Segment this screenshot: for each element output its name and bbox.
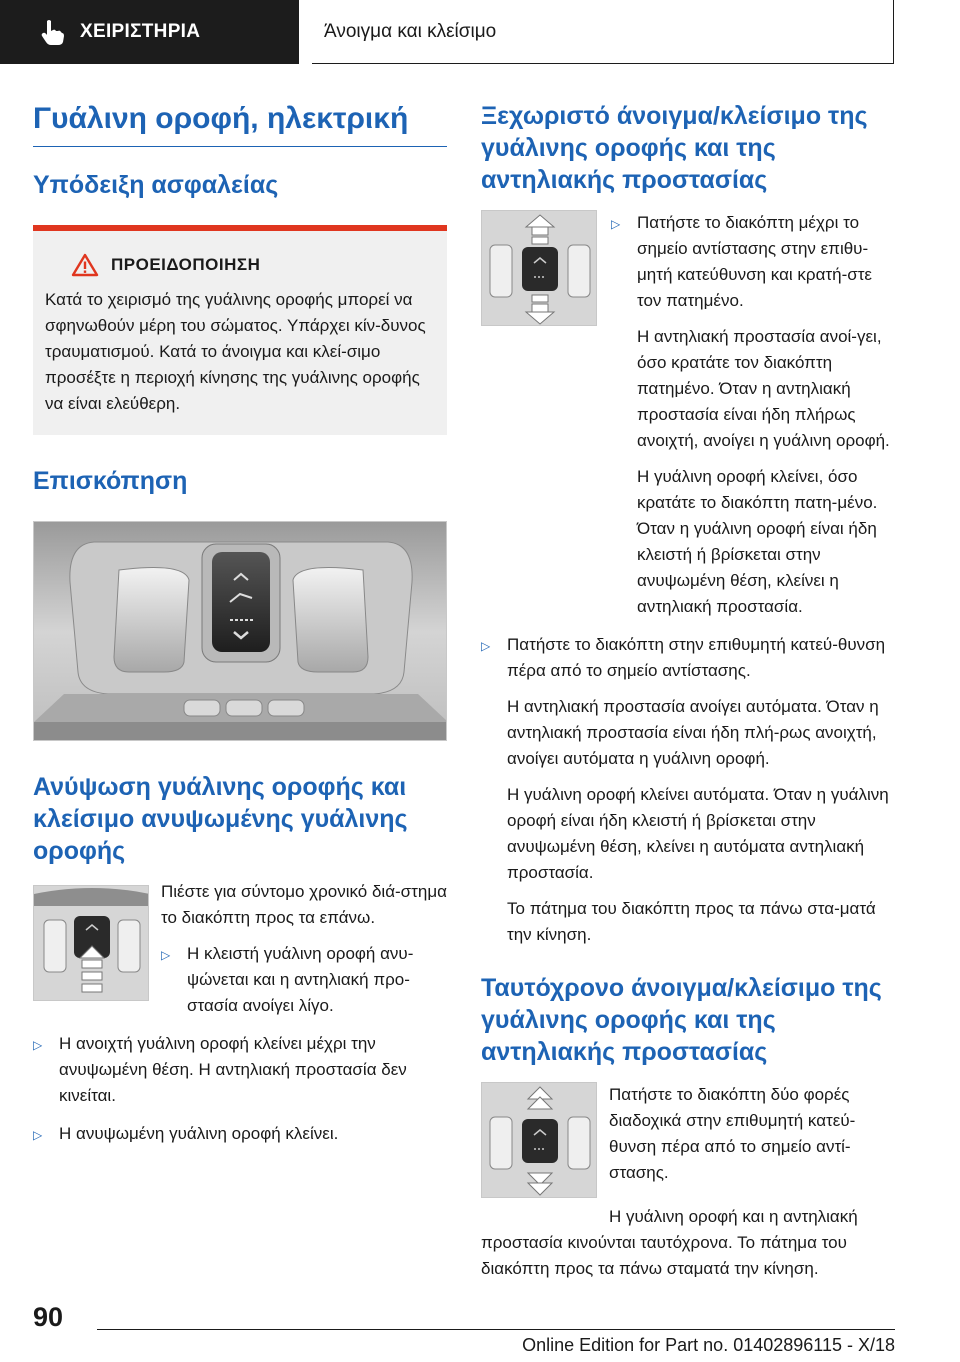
bullet-triangle-icon: ▷ — [481, 639, 491, 653]
overview-heading: Επισκόπηση — [33, 467, 188, 495]
sync-intro: Πατήστε το διακόπτη δύο φορές διαδοχικά στην επιθυμητή κατεύ‐θυνση πέρα από το σημείο αντί‐στασης. — [609, 1085, 856, 1182]
bullet-text: Πατήστε το διακόπτη μέχρι το σημείο αντίστασης στην επιθυ‐μητή κατεύθυνση και κρατή‐στε τον πατημένο. — [637, 213, 873, 310]
bullet-triangle-icon: ▷ — [33, 1128, 43, 1142]
hand-pointer-icon — [38, 17, 68, 47]
switch-up-illustration — [34, 886, 149, 1001]
warning-triangle-icon — [71, 253, 99, 277]
section-tab — [0, 0, 299, 64]
switch-double-image — [481, 1082, 597, 1198]
list-item — [161, 941, 447, 1019]
overview-image — [33, 521, 447, 741]
switch-up-image — [33, 885, 149, 1001]
page-header — [0, 0, 960, 66]
step1-block — [481, 210, 895, 620]
chapter-tab — [312, 0, 894, 64]
switch-updown-illustration — [482, 211, 597, 326]
raise-heading: Ανύψωση γυάλινης οροφής και κλείσιμο ανυψωμένης γυάλινης οροφής — [33, 773, 408, 865]
left-column — [33, 100, 447, 1148]
bullet-text: Η ανοιχτή γυάλινη οροφή κλείνει μέχρι την ανυψωμένη θέση. Η αντηλιακή προστασία δεν κινείται. — [59, 1034, 407, 1105]
right-column — [481, 100, 895, 1282]
step1-para2: Η γυάλινη οροφή κλείνει, όσο κρατάτε το διακόπτη πατη‐μένο. Όταν η γυάλινη οροφή είναι ήδη κλειστή ή βρίσκεται στην ανυψωμένη θέση, κλείνει η αντηλιακή προστασία. — [637, 467, 878, 616]
sync-block — [481, 1082, 895, 1198]
bullet-text: Η ανυψωμένη γυάλινη οροφή κλείνει. — [59, 1124, 339, 1143]
warning-header — [45, 253, 435, 277]
raise-block — [33, 879, 447, 1019]
switch-updown-image — [481, 210, 597, 326]
step1-para1: Η αντηλιακή προστασία ανοί‐γει, όσο κρατάτε τον διακόπτη πατημένο. Όταν η αντηλιακή προστασία είναι ήδη πλήρως ανοιχτή, ανοίγει η γυάλινη οροφή. — [637, 327, 890, 450]
raise-intro: Πιέστε για σύντομο χρονικό διά‐στημα το διακόπτη προς τα επάνω. — [161, 882, 447, 927]
list-item — [481, 632, 895, 684]
switch-double-illustration — [482, 1083, 597, 1198]
safety-heading: Υπόδειξη ασφαλείας — [33, 171, 279, 199]
section-label: ΧΕΙΡΙΣΤΗΡΙΑ — [80, 21, 201, 42]
bullet-triangle-icon: ▷ — [33, 1038, 43, 1052]
bullet-text: Η κλειστή γυάλινη οροφή ανυ‐ψώνεται και η αντηλιακή προ‐στασία ανοίγει λίγο. — [187, 944, 414, 1015]
warning-label: ΠΡΟΕΙΔΟΠΟΙΗΣΗ — [111, 255, 261, 274]
step2-para3: Το πάτημα του διακόπτη προς τα πάνω στα‐ματά την κίνηση. — [507, 899, 876, 944]
sync-heading: Ταυτόχρονο άνοιγμα/κλείσιμο της γυάλινης οροφής και της αντηλιακής προστασίας — [481, 974, 882, 1066]
roof-console-illustration — [34, 522, 447, 741]
footer-divider — [97, 1329, 895, 1330]
sync-text: Η γυάλινη οροφή και η αντηλιακή προστασία κινούνται ταυτόχρονα. Το πάτημα του διακόπτη προς τα πάνω σταματά την κίνηση. — [481, 1207, 858, 1278]
warning-text: Κατά το χειρισμό της γυάλινης οροφής μπορεί να σφηνωθούν μέρη του σώματος. Υπάρχει κίν‐δυνος τραυματισμού. Κατά το άνοιγμα και κλεί‐σιμο προσέξτε η περιοχή κίνησης της γυάλινης οροφής να είναι ελεύθερη. — [45, 290, 426, 413]
step1-text — [611, 210, 895, 620]
step2-para1: Η αντηλιακή προστασία ανοίγει αυτόματα. Όταν η αντηλιακή προστασία είναι ήδη πλή‐ρως ανοιχτή, ανοίγει αυτόματα η γυάλινη οροφή. — [507, 697, 879, 768]
footer-edition: Online Edition for Part no. 01402896115 - X/18 — [522, 1335, 895, 1355]
list-item — [611, 210, 895, 314]
step2-para2: Η γυάλινη οροφή κλείνει αυτόματα. Όταν η γυάλινη οροφή είναι ήδη κλειστή ή βρίσκεται στην ανυψωμένη θέση, κλείνει η αυτόματα αντηλιακή προστασία. — [507, 785, 889, 882]
chapter-label: Άνοιγμα και κλείσιμο — [324, 20, 497, 42]
list-item — [33, 1031, 447, 1109]
page-title: Γυάλινη οροφή, ηλεκτρική — [33, 100, 447, 147]
page-number: 90 — [33, 1302, 64, 1332]
bullet-triangle-icon: ▷ — [611, 217, 621, 231]
list-item — [33, 1121, 447, 1148]
separate-heading: Ξεχωριστό άνοιγμα/κλείσιμο της γυάλινης οροφής και της αντηλιακής προστασίας — [481, 102, 868, 194]
raise-text — [161, 879, 447, 1019]
warning-box — [33, 225, 447, 435]
bullet-triangle-icon: ▷ — [161, 948, 171, 962]
bullet-text: Πατήστε το διακόπτη στην επιθυμητή κατεύ‐θυνση πέρα από το σημείο αντίστασης. — [507, 635, 886, 680]
